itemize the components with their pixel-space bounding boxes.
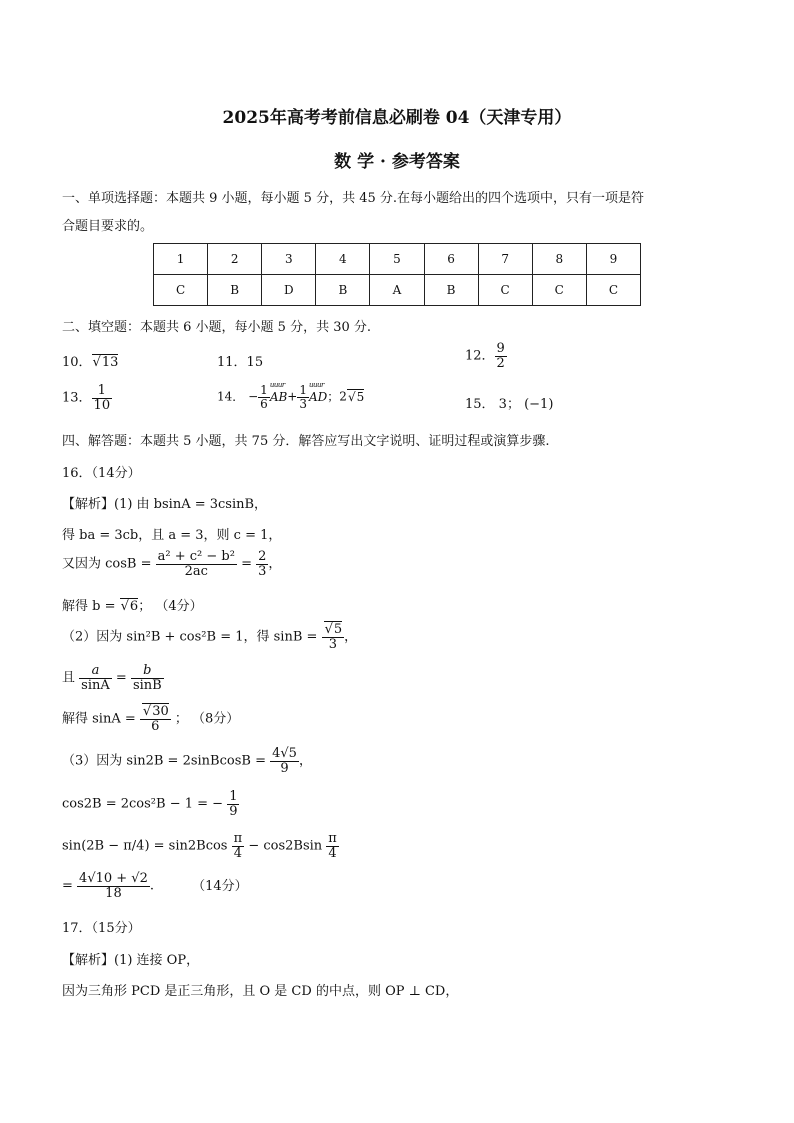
q16-line6: 且 $\frac{a}{\sin A}$ = $\frac{b}{\sin B}$	[62, 663, 162, 693]
answer-11: 11．15	[217, 355, 264, 370]
table-cell-number: 4	[316, 244, 370, 275]
q16-cos-denominator: 2ac	[184, 563, 208, 579]
table-cell-number: 3	[262, 244, 316, 275]
q16-ratio-b-den: sinB	[132, 677, 162, 693]
q16-pi-over-4-a	[232, 832, 245, 860]
q16-line4-post: ； （4分）	[138, 599, 203, 614]
answer-14-label: 14．	[217, 389, 245, 404]
table-cell-answer: D	[262, 275, 316, 306]
q16-line4-pre: 解得 b =	[62, 599, 120, 614]
q16-sin2b-den: 9	[280, 760, 289, 776]
q16-cos-value-num: 2	[258, 549, 267, 564]
q16-line4	[62, 595, 203, 614]
table-cell-number: 7	[478, 244, 532, 275]
q17-line2: 因为三角形 PCD 是正三角形，且 O 是 CD 的中点，则 OP ⊥ CD，	[62, 984, 459, 999]
answer-12-label: 12．	[465, 348, 495, 364]
q16-cos-value-den: 3	[258, 563, 267, 579]
table-cell-answer: C	[478, 275, 532, 306]
table-cell-answer: B	[208, 275, 262, 306]
answer-12-fraction	[495, 342, 507, 370]
q16-cos-fraction	[156, 550, 237, 578]
answer-12-denominator: 2	[496, 355, 505, 371]
q16-line7-post: ； （8分）	[174, 711, 240, 727]
q16-line5-pre: （2）因为 sin²B + cos²B = 1，得 sinB =	[62, 629, 318, 645]
q16-sin2b-fraction	[270, 747, 299, 775]
q16-ratio-b	[131, 664, 164, 692]
answer-14-frac2: $\frac{1}{3}$	[299, 383, 307, 411]
q16-cos-value	[256, 550, 268, 578]
table-cell-number: 9	[586, 244, 640, 275]
q16-sinb-den: 3	[328, 636, 337, 652]
answer-14-second: √ 5	[347, 389, 364, 404]
q16-sinb-fraction	[322, 623, 345, 651]
q16-line10-mid: − cos2Bsin	[248, 838, 323, 854]
answer-13-denominator: 10	[93, 397, 111, 413]
q16-four-a: 4	[233, 845, 243, 861]
q16-sina-fraction	[140, 705, 171, 733]
answer-14-vector-ad: uuur AD	[309, 390, 327, 404]
q16-ratio-a-den: sinA	[81, 677, 110, 693]
answer-12	[465, 342, 507, 370]
answer-13-numerator: 1	[92, 384, 113, 399]
answer-14-vector-ab: uuur AB	[270, 390, 287, 404]
table-cell-answer: C	[586, 275, 640, 306]
q16-line8: （3）因为 sin2B = 2sinBcosB = $\frac{4√5}{9}$ ，	[62, 746, 312, 776]
section1-intro-line1: 一、单项选择题：本题共 9 小题，每小题 5 分，共 45 分.在每小题给出的四个选项中，只有一项是符	[62, 191, 645, 206]
section2-heading: 二、填空题：本题共 6 小题，每小题 5 分，共 30 分.	[62, 320, 372, 335]
q16-sinb-rad: √ 5	[324, 621, 343, 637]
answer-14-frac1: $\frac{1}{6}$	[260, 383, 268, 411]
q16-line1: 【解析】(1) 由 bsinA = 3csinB，	[62, 497, 268, 512]
q16-line8-pre: （3）因为 sin2B = 2sinBcosB =	[62, 753, 266, 769]
q16-pi-b: π	[328, 831, 337, 846]
q16-final-fraction	[77, 872, 150, 900]
table-cell-answer: A	[370, 275, 424, 306]
table-cell-number: 8	[532, 244, 586, 275]
q16-cos-numerator: a² + c² − b²	[157, 549, 235, 564]
q16-line10-pre: sin(2B − π/4) = sin2Bcos	[62, 838, 228, 854]
page-title: 2025年高考考前信息必刷卷 04（天津专用）	[222, 108, 572, 128]
q16-line2: 得 ba = 3cb，且 a = 3，则 c = 1，	[62, 528, 282, 543]
q16-sin2b-num: 4√5	[272, 746, 297, 761]
q16-line9-pre: cos2B = 2cos²B − 1 = −	[62, 796, 224, 812]
table-cell-number: 6	[424, 244, 478, 275]
answer-13-fraction	[92, 384, 113, 412]
table-cell-number: 2	[208, 244, 262, 275]
q16-pi-over-4-b	[326, 832, 339, 860]
q16-cos2b-den: 9	[229, 803, 238, 819]
q16-line11-post: （14分）	[192, 878, 248, 894]
q16-sina-rad: √ 30	[142, 703, 169, 719]
table-cell-number: 5	[370, 244, 424, 275]
answer-15: 15． 3； (−1)	[465, 397, 554, 412]
answer-table-answer-row	[154, 275, 641, 306]
q16-ratio-a-num: a	[79, 664, 112, 679]
answer-13-label: 13．	[62, 390, 92, 406]
q16-final-den: 18	[105, 885, 122, 901]
section1-intro-line2: 合题目要求的。	[62, 219, 154, 234]
table-cell-answer: C	[154, 275, 208, 306]
table-cell-answer: B	[424, 275, 478, 306]
q16-line7	[62, 705, 239, 733]
q16-ratio-b-num: b	[131, 664, 164, 679]
q16-line7-pre: 解得 sinA =	[62, 711, 136, 727]
q16-heading: 16．（14分）	[62, 466, 141, 481]
q16-line3: 又因为 cosB = $\frac{\text{a² + c² − b²}}{2ac}$ = $\frac{2}{3}$ ，	[62, 549, 282, 579]
table-cell-number: 1	[154, 244, 208, 275]
q16-cos2b-fraction	[227, 790, 239, 818]
answer-13	[62, 384, 112, 412]
q16-line3-eq: =	[241, 556, 252, 572]
q16-b-value: √ 6	[120, 598, 139, 614]
q16-final-num: 4√10 + √2	[79, 871, 148, 886]
table-cell-answer: C	[532, 275, 586, 306]
answer-10-value: √ 13	[92, 354, 119, 370]
answer-10-label: 10．	[62, 355, 92, 370]
q16-pi-a: π	[233, 831, 243, 846]
q17-line1: 【解析】(1) 连接 OP，	[62, 953, 200, 968]
q16-line3-pre: 又因为 cosB =	[62, 556, 152, 572]
q16-cos2b-num: 1	[229, 789, 238, 804]
q16-sina-den: 6	[151, 718, 160, 734]
answer-table	[153, 243, 641, 306]
q16-line9	[62, 790, 239, 818]
q17-heading: 17．（15分）	[62, 921, 141, 936]
answer-10	[62, 351, 118, 370]
section4-heading: 四、解答题：本题共 5 小题，共 75 分．解答应写出文字说明、证明过程或演算步骤.	[62, 434, 550, 449]
q16-line5: （2）因为 sin²B + cos²B = 1，得 sinB = √ $\frac{5}{3}$ ，	[62, 623, 357, 651]
q16-ratio-a	[79, 664, 112, 692]
answer-table-number-row	[154, 244, 641, 275]
q16-four-b: 4	[328, 845, 337, 861]
q16-line11: = $\frac{4√10 + √2}{18}$ . （14分）	[62, 871, 248, 901]
q16-line10	[62, 832, 339, 860]
page-subtitle: 数 学 · 参考答案	[334, 152, 460, 172]
table-cell-answer: B	[316, 275, 370, 306]
answer-14: 14． − $\frac{1}{6}$ uuur AB+ $\frac{1}{3}$ uuur AD；2√ 5	[217, 384, 364, 410]
q16-line6-pre: 且	[62, 670, 76, 686]
answer-12-numerator: 9	[496, 341, 505, 356]
